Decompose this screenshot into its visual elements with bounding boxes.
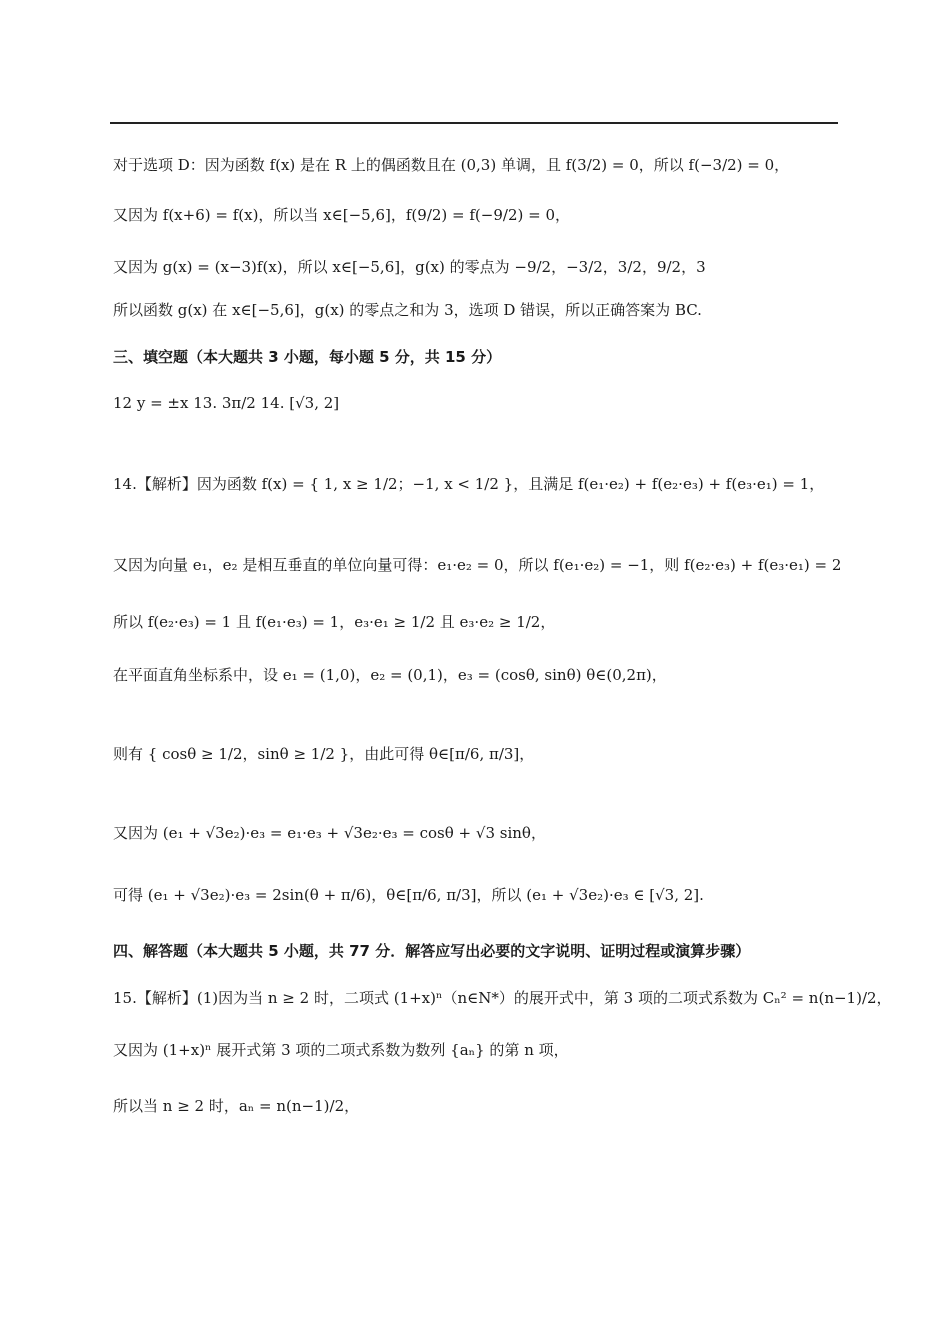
section-4-heading: 四、解答题（本大题共 5 小题，共 77 分．解答应写出必要的文字说明、证明过程或演算步骤） bbox=[113, 942, 751, 960]
solution-15-line-1: 15.【解析】(1)因为当 n ≥ 2 时，二项式 (1+x)ⁿ（n∈N*）的展开式中，第 3 项的二项式系数为 Cₙ² = n(n−1)/2， bbox=[113, 989, 892, 1007]
fill-in-answers: 12 y = ±x 13. 3π/2 14. [√3, 2] bbox=[113, 394, 340, 412]
option-d-line-4: 所以函数 g(x) 在 x∈[−5,6]，g(x) 的零点之和为 3，选项 D 错误，所以正确答案为 BC. bbox=[113, 301, 702, 319]
solution-14-line-4: 在平面直角坐标系中，设 e₁ = (1,0)，e₂ = (0,1)，e₃ = (cosθ, sinθ) θ∈(0,2π)， bbox=[113, 666, 667, 684]
solution-14-line-3: 所以 f(e₂·e₃) = 1 且 f(e₁·e₃) = 1，e₃·e₁ ≥ 1/2 且 e₃·e₂ ≥ 1/2， bbox=[113, 613, 556, 631]
solution-15-line-3: 所以当 n ≥ 2 时，aₙ = n(n−1)/2， bbox=[113, 1097, 360, 1115]
solution-14-line-1: 14.【解析】因为函数 f(x) = { 1, x ≥ 1/2；−1, x < 1/2 }，且满足 f(e₁·e₂) + f(e₂·e₃) + f(e₃·e₁) = 1， bbox=[113, 475, 825, 493]
solution-14-line-5: 则有 { cosθ ≥ 1/2，sinθ ≥ 1/2 }，由此可得 θ∈[π/6, π/3]， bbox=[113, 745, 535, 763]
solution-14-line-2: 又因为向量 e₁，e₂ 是相互垂直的单位向量可得：e₁·e₂ = 0，所以 f(e₁·e₂) = −1，则 f(e₂·e₃) + f(e₃·e₁) = 2 bbox=[113, 556, 842, 574]
solution-14-line-6: 又因为 (e₁ + √3e₂)·e₃ = e₁·e₃ + √3e₂·e₃ = cosθ + √3 sinθ， bbox=[113, 824, 546, 842]
header-rule bbox=[110, 122, 838, 124]
solution-15-line-2: 又因为 (1+x)ⁿ 展开式第 3 项的二项式系数为数列 {aₙ} 的第 n 项， bbox=[113, 1041, 569, 1059]
option-d-line-3: 又因为 g(x) = (x−3)f(x)，所以 x∈[−5,6]，g(x) 的零点为 −9/2，−3/2，3/2，9/2，3 bbox=[113, 258, 706, 276]
solution-14-line-7: 可得 (e₁ + √3e₂)·e₃ = 2sin(θ + π/6)，θ∈[π/6, π/3]，所以 (e₁ + √3e₂)·e₃ ∈ [√3, 2]. bbox=[113, 886, 704, 904]
section-3-heading: 三、填空题（本大题共 3 小题，每小题 5 分，共 15 分） bbox=[113, 348, 502, 366]
option-d-line-1: 对于选项 D：因为函数 f(x) 是在 R 上的偶函数且在 (0,3) 单调，且 f(3/2) = 0，所以 f(−3/2) = 0， bbox=[113, 156, 790, 174]
option-d-line-2: 又因为 f(x+6) = f(x)，所以当 x∈[−5,6]，f(9/2) = f(−9/2) = 0， bbox=[113, 206, 570, 224]
